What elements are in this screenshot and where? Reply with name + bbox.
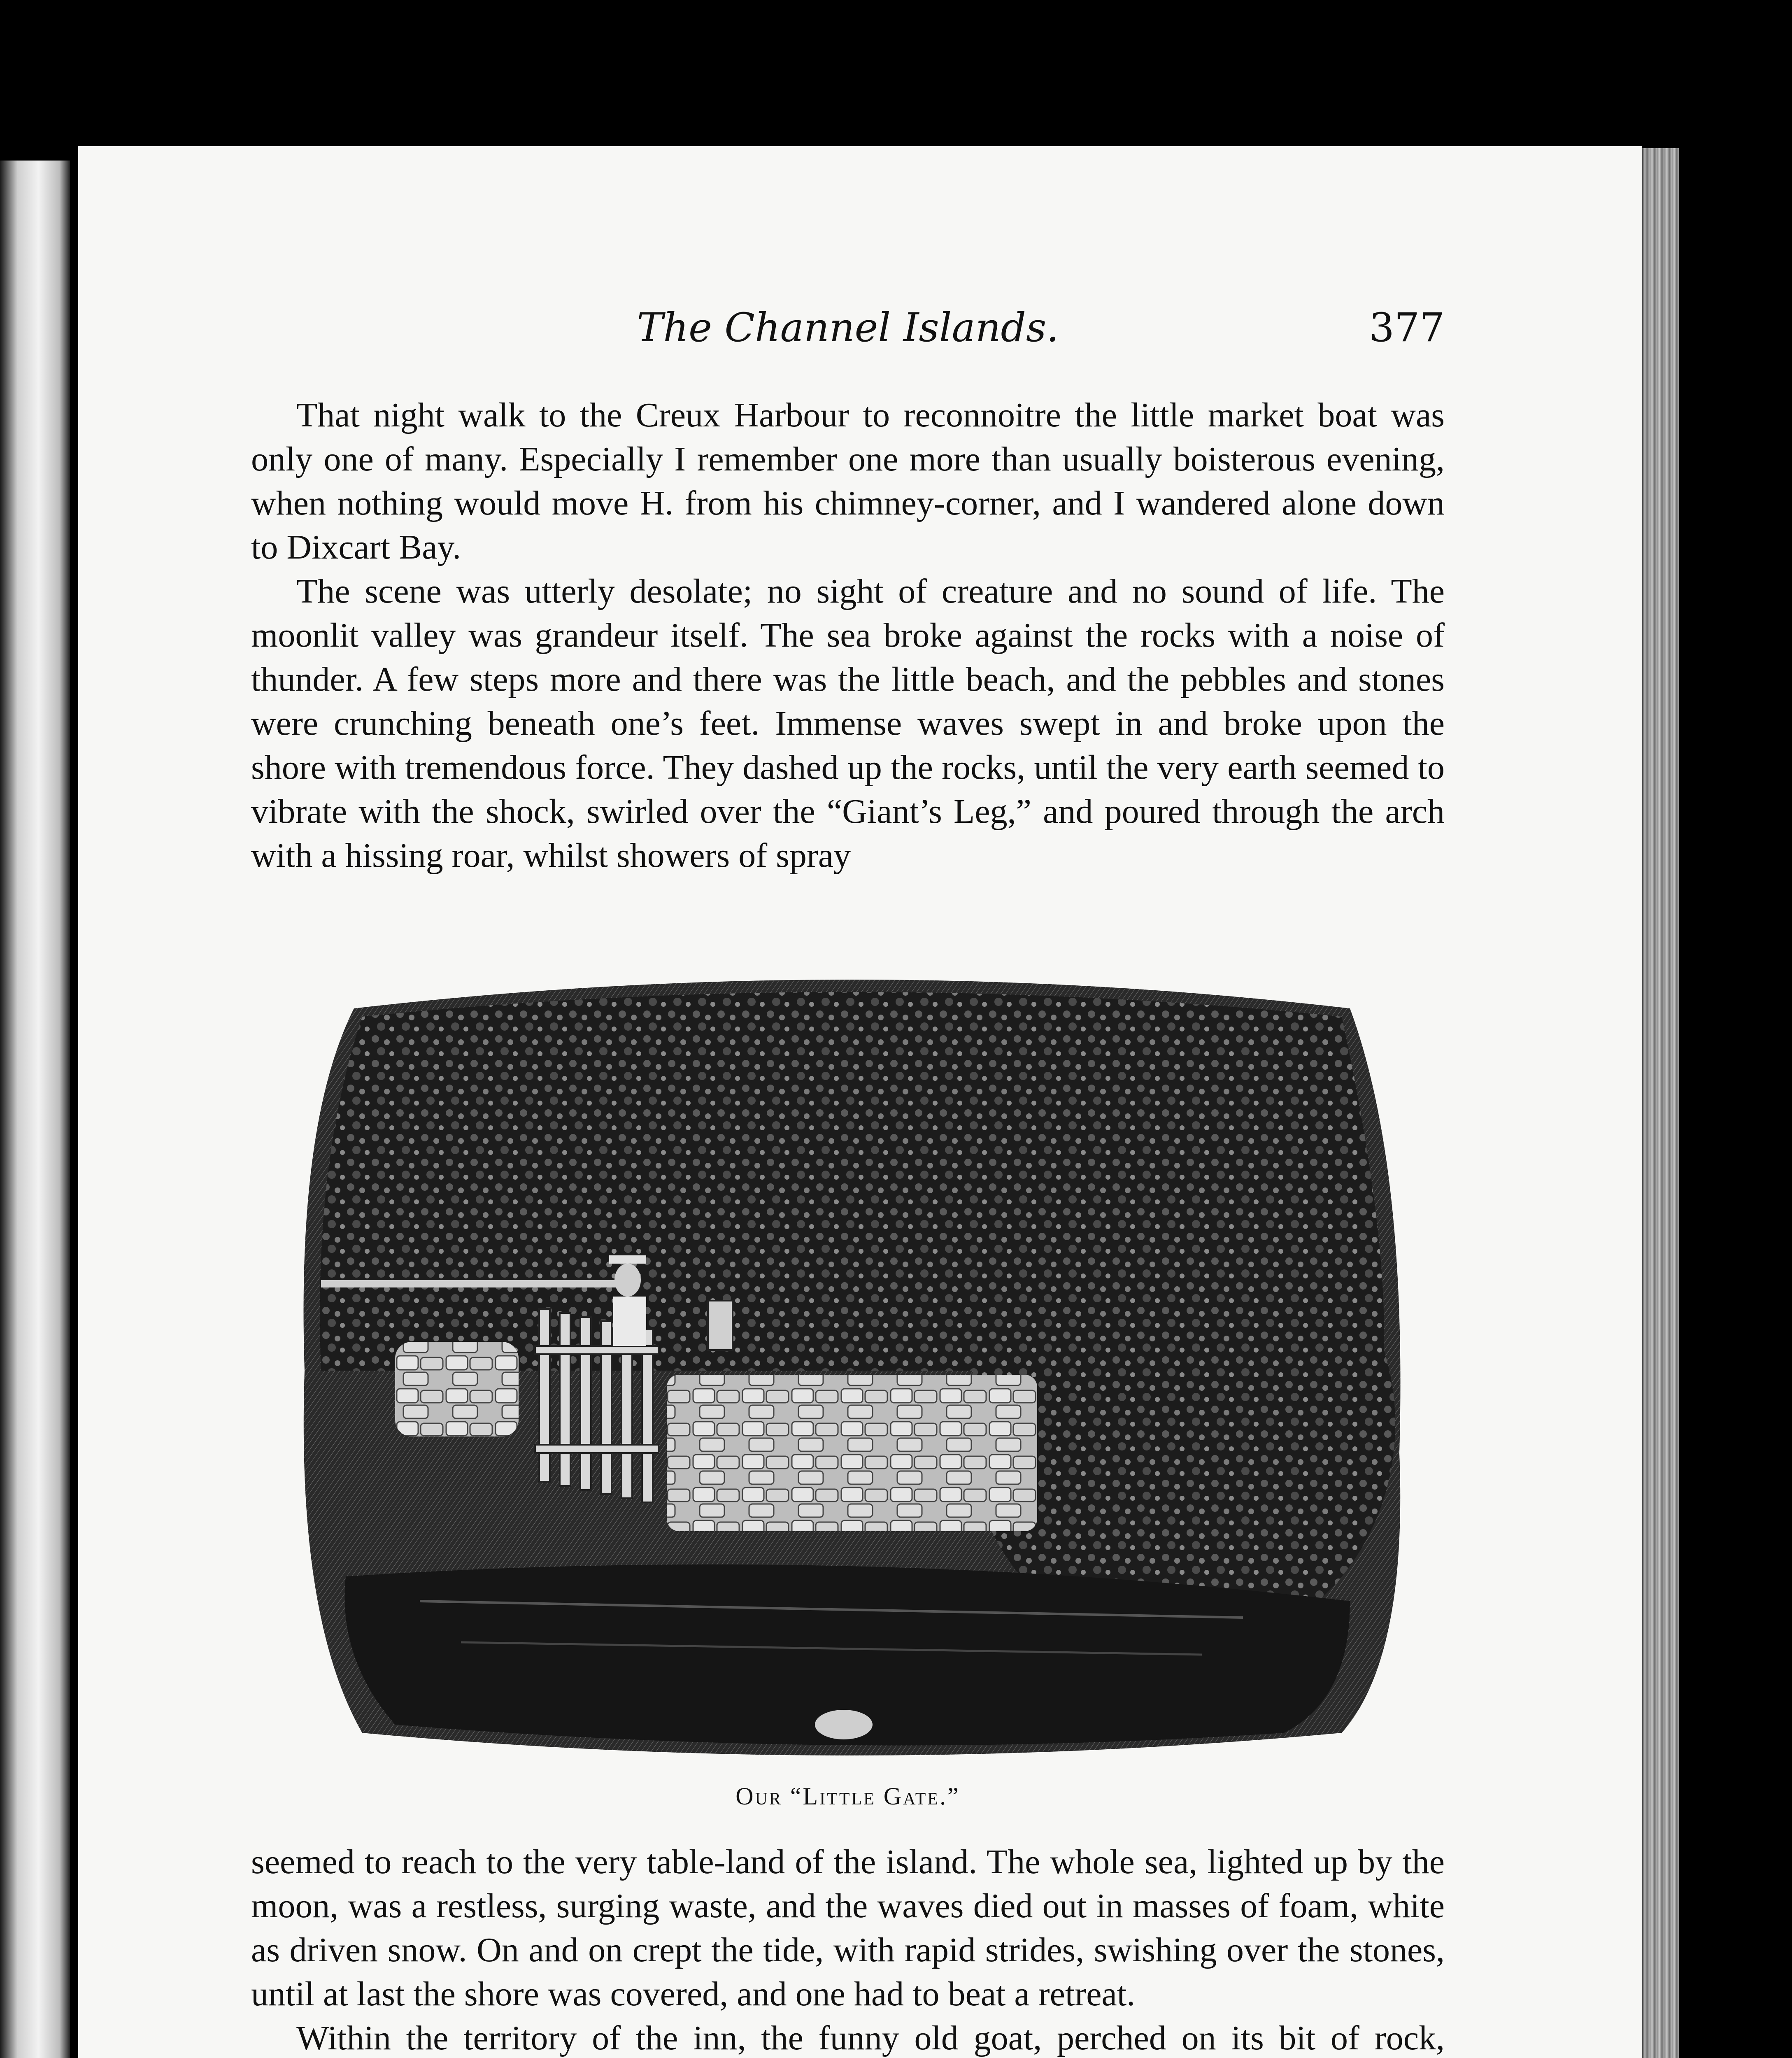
previous-page-edge	[0, 161, 70, 2058]
page-header	[251, 305, 1445, 362]
paragraph: Within the territory of the inn, the funny old goat, perched on its bit of rock,	[296, 2019, 1445, 2057]
engraving-illustration	[296, 959, 1408, 1766]
running-title: The Channel Islands.	[637, 305, 1059, 351]
garden-gate-engraving	[296, 959, 1408, 1766]
page-number: 377	[1369, 305, 1445, 351]
paragraph: The scene was utterly desolate; no sight of creature and no sound of life. The moonlit valley was grandeur itself. The sea broke against the rocks with a noise of thunder. A few steps more and there was the little beach, and the pebbles and stones were crunching beneath one’s feet. Immense waves swept in and broke upon the shore with tremendous force. They dashed up the rocks, until the very earth seemed to vibrate with the shock, swirled over the “Giant’s Leg,” and poured through the arch with a hissing roar, whilst showers of spray	[251, 572, 1445, 875]
paragraph: seemed to reach to the very table-land of the island. The whole sea, lighted up by the moon, was a restless, surging waste, and the waves died out in masses of foam, white as driven snow. On and on crept the tide, with rapid strides, swishing over the stones, until at last the shore was covered, and one had to beat a retreat.	[251, 1843, 1445, 2013]
page-stack-edges	[1642, 148, 1679, 2058]
body-text-bottom	[251, 1840, 1445, 2058]
figure-caption: Our “Little Gate.”	[735, 1783, 960, 1810]
body-text-top	[251, 393, 1445, 878]
paragraph: That night walk to the Creux Harbour to reconnoitre the little market boat was only one of many. Especially I remember one more than usually boisterous evening, when nothing would move H. from his chimney-corner, and I wandered alone down to Dixcart Bay.	[251, 396, 1445, 566]
